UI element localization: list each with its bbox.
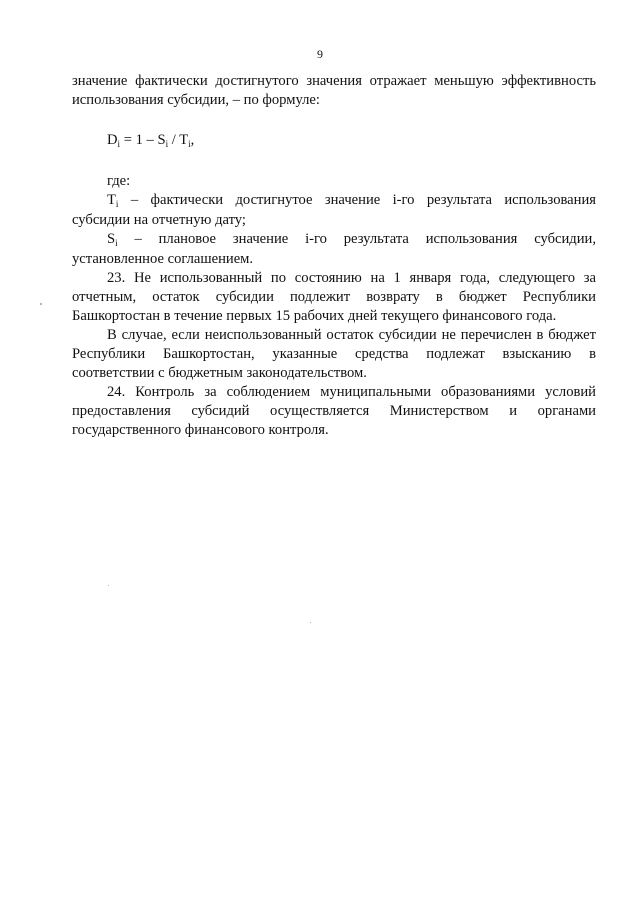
t-definition-text: – фактически достигнутое значение i-го результата использования субсидии на отчетную дату; bbox=[72, 192, 596, 228]
formula-mid2: / T bbox=[168, 132, 189, 148]
paragraph-s-definition bbox=[72, 230, 596, 269]
paragraph-formula-intro: значение фактически достигнутого значения отражает меньшую эффективность использования субсидии, – по формуле: bbox=[72, 73, 596, 108]
s-definition-text: – плановое значение i-го результата использования субсидии, установленное соглашением. bbox=[72, 231, 596, 267]
paragraph-24: 24. Контроль за соблюдением муниципальными образованиями условий предоставления субсидий осуществляется Министерством и органами государственного финансового контроля. bbox=[72, 384, 596, 438]
s-symbol: S bbox=[107, 231, 116, 247]
formula-t-sub: i bbox=[188, 139, 191, 149]
formula-d: D bbox=[107, 132, 118, 148]
t-symbol-sub: i bbox=[115, 199, 119, 209]
formula-d-sub: i bbox=[117, 139, 121, 149]
formula bbox=[107, 131, 596, 151]
paragraph-t-definition bbox=[72, 191, 596, 230]
t-symbol: T bbox=[107, 192, 116, 208]
paragraph-where: где: bbox=[107, 173, 131, 189]
document-body bbox=[72, 72, 596, 440]
s-symbol-sub: i bbox=[115, 238, 118, 248]
scan-speck bbox=[310, 622, 311, 623]
scan-speck bbox=[108, 585, 109, 586]
formula-end: , bbox=[190, 132, 195, 148]
page-number: 9 bbox=[317, 47, 323, 61]
scan-speck bbox=[40, 303, 42, 305]
paragraph-23: 23. Не использованный по состоянию на 1 января года, следующего за отчетным, остаток субсидии подлежит возврату в бюджет Республики Башкортостан в течение первых 15 рабочих дней текущего финансового года. bbox=[72, 270, 596, 324]
formula-s-sub: i bbox=[165, 139, 169, 149]
paragraph-23-continued: В случае, если неиспользованный остаток субсидии не перечислен в бюджет Республики Башкортостан, указанные средства подлежат взысканию в соответствии с бюджетным законодательством. bbox=[72, 327, 596, 381]
formula-mid1: = 1 – S bbox=[120, 132, 166, 148]
